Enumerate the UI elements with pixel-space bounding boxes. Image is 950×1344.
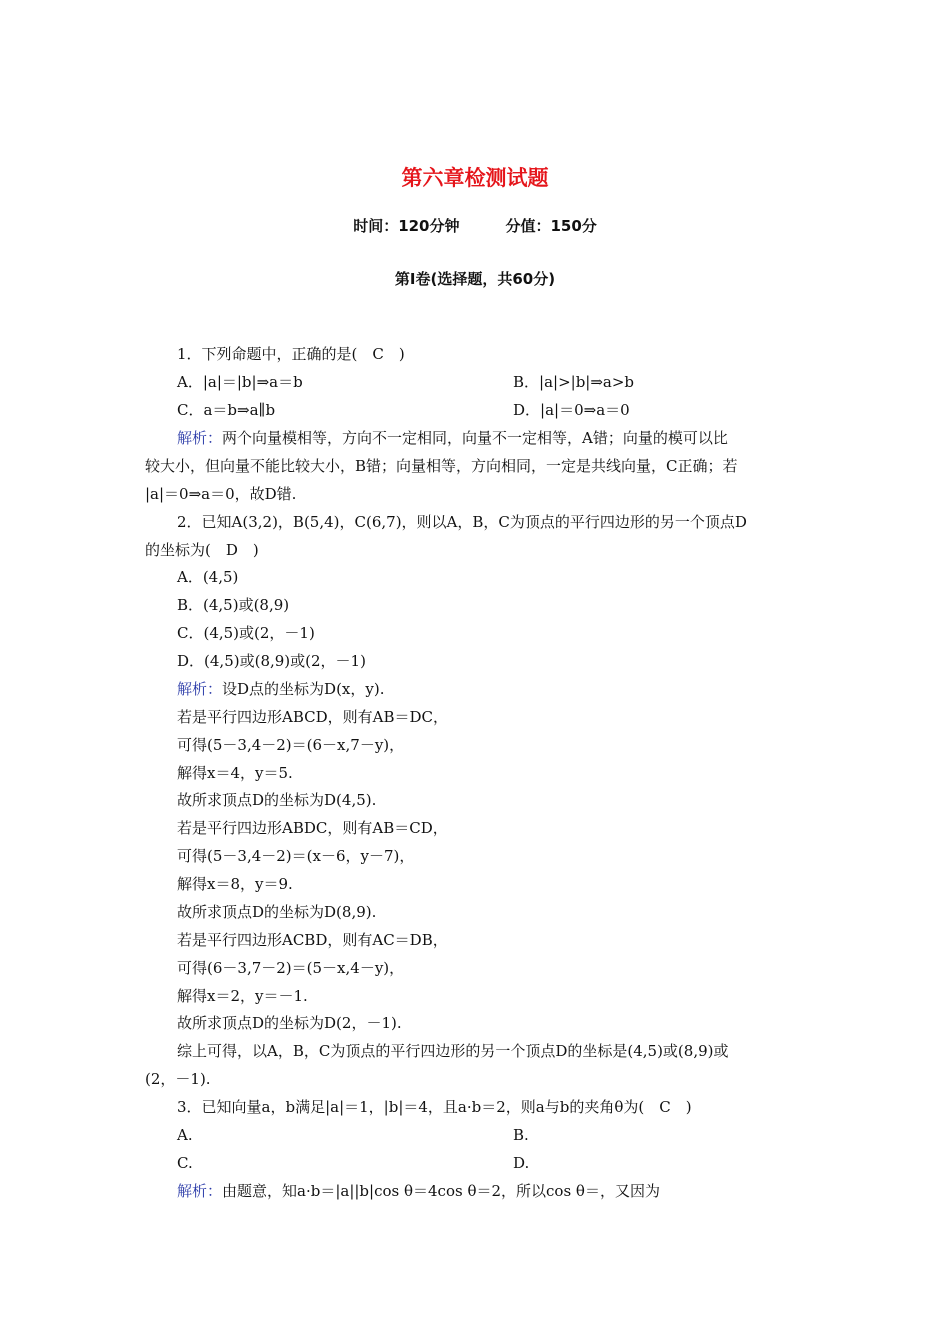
q2-analysis-line: 解得x＝8，y＝9. [177,875,293,893]
q3-option-b: B. [513,1126,529,1144]
q1-option-b: B．|a|>|b|⇒a>b [513,373,635,391]
q3-option-c: C. [177,1154,193,1172]
q1-analysis-line: |a|＝0⇒a＝0，故D错. [145,485,297,503]
q1-analysis-line: 较大小，但向量不能比较大小，B错；向量相等，方向相同，一定是共线向量，C正确；若 [145,457,738,475]
q2-analysis-line: 故所求顶点D的坐标为D(2，－1). [177,1014,402,1032]
q2-option-c: C．(4,5)或(2，－1) [177,624,315,642]
exam-meta [0,215,950,236]
q2-analysis-line: 解得x＝4，y＝5. [177,764,293,782]
q1-option-d: D．|a|＝0⇒a＝0 [513,401,630,419]
page-title: 第六章检测试题 [401,166,549,190]
q2-option-b: B．(4,5)或(8,9) [177,596,290,614]
q2-analysis-line: 若是平行四边形ABDC，则有AB＝CD， [177,819,448,837]
q2-analysis-line [177,678,807,700]
q3-option-d: D. [513,1154,530,1172]
section-heading: 第Ⅰ卷(选择题，共60分) [394,270,556,288]
analysis-label: 解析： [177,429,223,447]
q1-analysis-text: 两个向量模相等，方向不一定相同，向量不一定相等，A错；向量的模可以比 [222,429,728,447]
q3-stem: 3．已知向量a，b满足|a|＝1，|b|＝4，且a·b＝2，则a与b的夹角θ为( C ) [177,1098,692,1116]
time-limit: 时间：120分钟 [353,217,460,235]
analysis-label: 解析： [177,680,223,698]
q2-analysis-text: 设D点的坐标为D(x，y). [222,680,385,698]
q2-analysis-line: 若是平行四边形ABCD，则有AB＝DC， [177,708,448,726]
q3-option-a: A. [177,1126,193,1144]
q2-analysis-line: 可得(5－3,4－2)＝(x－6，y－7)， [177,847,415,865]
q2-analysis-line: 若是平行四边形ACBD，则有AC＝DB， [177,931,448,949]
q2-analysis-line: 综上可得，以A，B，C为顶点的平行四边形的另一个顶点D的坐标是(4,5)或(8,9)或 [177,1042,729,1060]
analysis-label: 解析： [177,1182,223,1200]
q1-option-c: C．a＝b⇒a∥b [177,401,276,419]
q1-option-a: A．|a|＝|b|⇒a＝b [177,373,303,391]
q2-analysis-line: 解得x＝2，y＝－1. [177,987,308,1005]
q2-stem: 2．已知A(3,2)，B(5,4)，C(6,7)，则以A，B，C为顶点的平行四边形的另一个顶点D [177,513,747,531]
q2-analysis-line: 故所求顶点D的坐标为D(8,9). [177,903,377,921]
q2-option-a: A．(4,5) [177,568,239,586]
q2-option-d: D．(4,5)或(8,9)或(2，－1) [177,652,366,670]
q1-analysis-line [177,427,807,449]
q1-stem: 1．下列命题中，正确的是( C ) [177,345,405,363]
total-score: 分值：150分 [505,217,597,235]
q2-analysis-line: 可得(6－3,7－2)＝(5－x,4－y)， [177,959,405,977]
q2-analysis-line: 可得(5－3,4－2)＝(6－x,7－y)， [177,736,405,754]
q2-stem: 的坐标为( D ) [145,541,259,559]
q2-analysis-line: (2，－1). [145,1070,211,1088]
q2-analysis-line: 故所求顶点D的坐标为D(4,5). [177,791,377,809]
q3-analysis-line [177,1180,807,1202]
q3-analysis-text: 由题意，知a·b＝|a||b|cos θ＝4cos θ＝2，所以cos θ＝，又因为 [222,1182,660,1200]
